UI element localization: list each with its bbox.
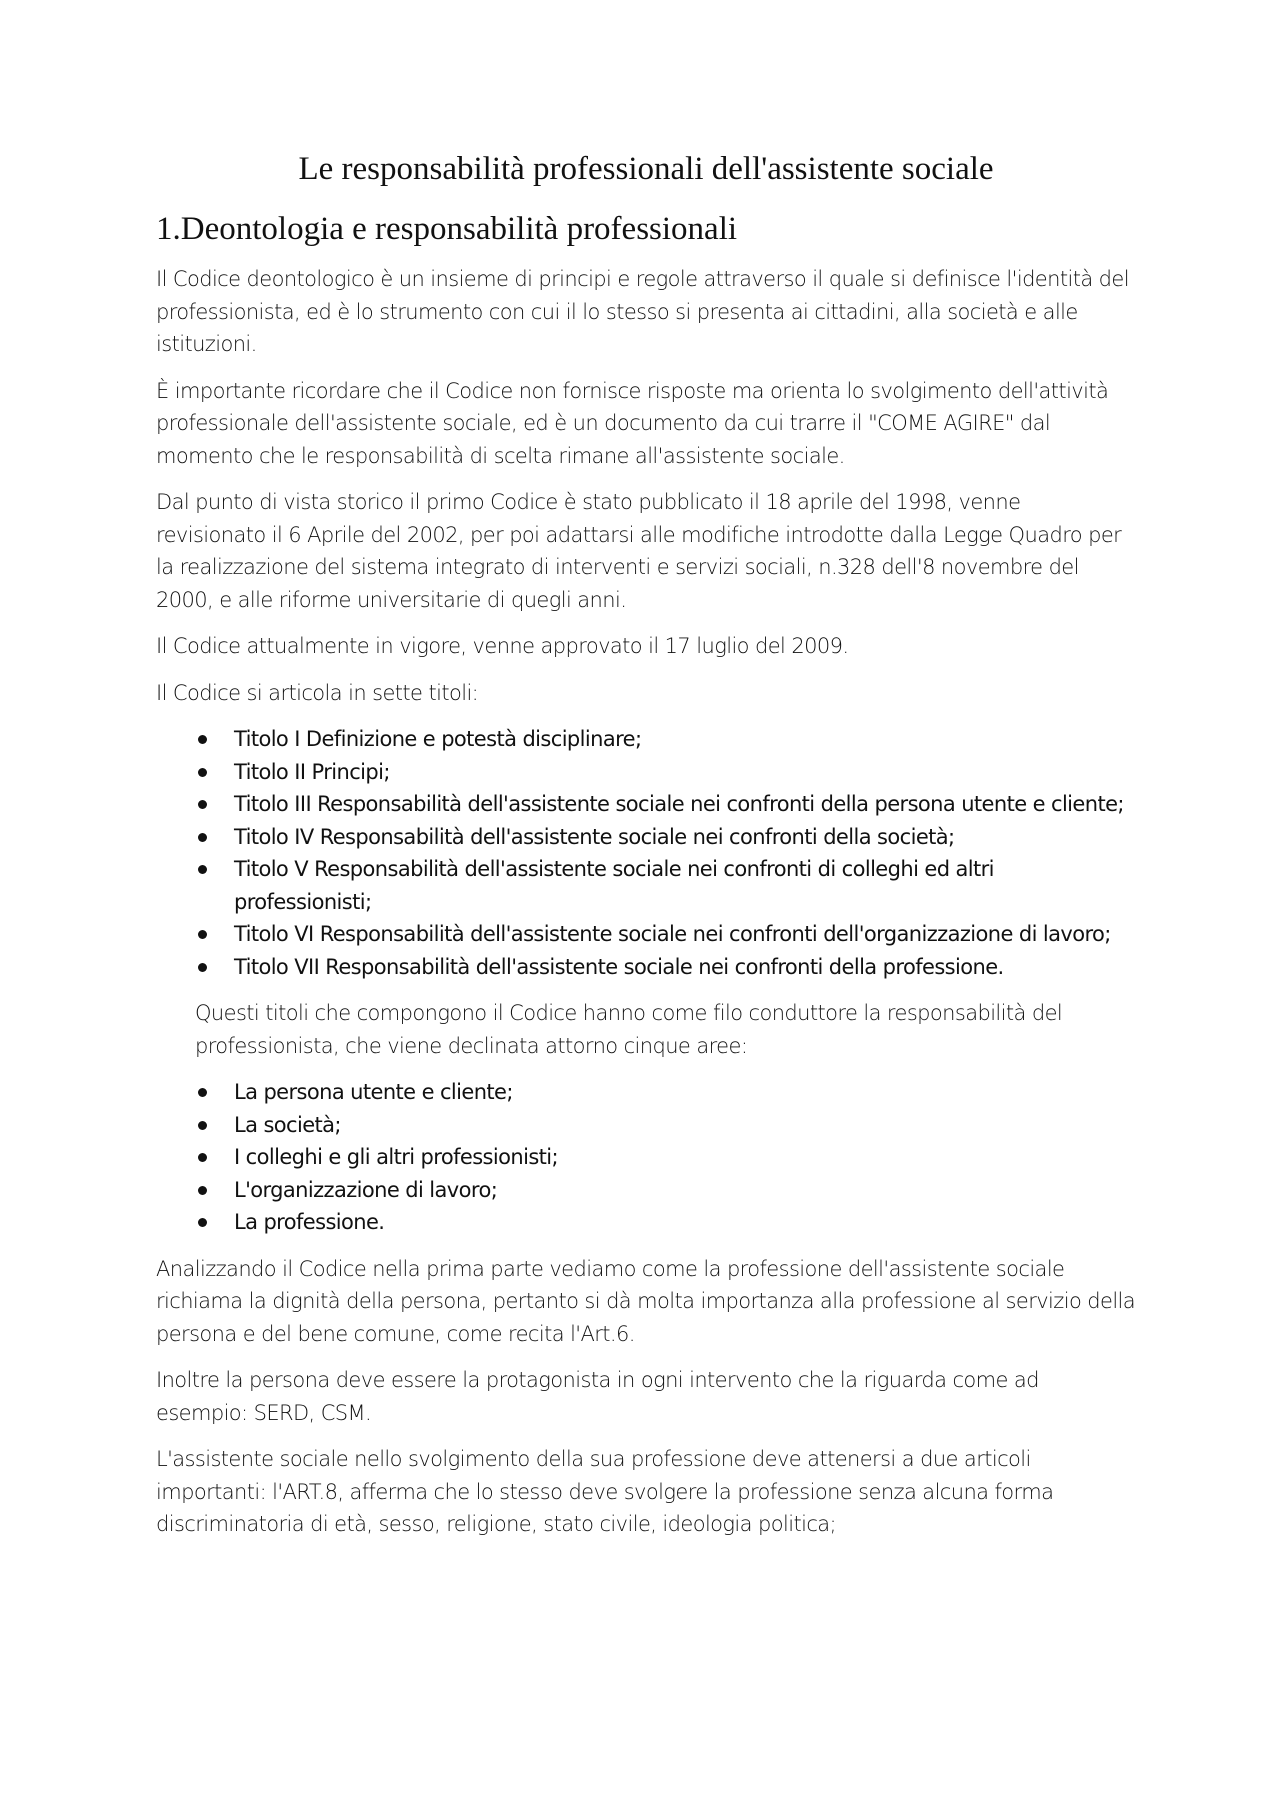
document-page: [156, 150, 1136, 1555]
bullet-icon: [198, 1088, 207, 1097]
list-item-text: Titolo I Definizione e potestà disciplinare;: [234, 727, 642, 752]
bullet-icon: [198, 735, 207, 744]
list-item: [156, 788, 1136, 821]
list-item-text: I colleghi e gli altri professionisti;: [234, 1145, 559, 1170]
paragraph-history: Dal punto di vista storico il primo Codice è stato pubblicato il 18 aprile del 1998, venne revisionato il 6 Aprile del 2002, per poi adattarsi alle modifiche introdotte dalla Legge Quadro per la realizzazione del sistema integrato di interventi e servizi sociali, n.328 dell'8 novembre del 2000, e alle riforme universitarie di quegli anni.: [156, 490, 1122, 612]
paragraph-dignity: Analizzando il Codice nella prima parte vediamo come la professione dell'assistente sociale richiama la dignità della persona, pertanto si dà molta importanza alla professione al servizio della persona e del bene comune, come recita l'Art.6.: [156, 1256, 1136, 1346]
paragraph-five-areas: Questi titoli che compongono il Codice hanno come filo conduttore la responsabilità del professionista, che viene declinata attorno cinque aree:: [195, 1001, 1063, 1058]
bullet-icon: [198, 833, 207, 842]
paragraph-orientation: È importante ricordare che il Codice non fornisce risposte ma orienta lo svolgimento dell'attività professionale dell'assistente sociale, ed è un documento da cui trarre il "COME AGIRE" dal momento che le responsabilità di scelta rimane all'assistente sociale.: [156, 378, 1109, 468]
bullet-icon: [198, 1218, 207, 1227]
document-title: Le responsabilità professionali dell'assistente sociale: [298, 151, 994, 187]
list-item: [156, 1109, 1136, 1142]
paragraph-seven-titles: Il Codice si articola in sette titoli:: [156, 680, 479, 705]
bullet-icon: [198, 930, 207, 939]
list-item: [156, 1174, 1136, 1207]
section-heading: 1.Deontologia e responsabilità professionali: [156, 210, 738, 247]
list-item: [156, 1141, 1136, 1174]
list-item: [156, 821, 1136, 854]
paragraph-definition: Il Codice deontologico è un insieme di principi e regole attraverso il quale si definisce l'identità del professionista, ed è lo strumento con cui il lo stesso si presenta ai cittadini, alla società e alle istituzioni.: [156, 267, 1129, 357]
areas-list: [156, 1076, 1136, 1239]
list-item-text: Titolo II Principi;: [234, 759, 390, 784]
bullet-icon: [198, 1153, 207, 1162]
list-item-text: Titolo VI Responsabilità dell'assistente sociale nei confronti dell'organizzazione di lavoro;: [234, 922, 1111, 947]
list-item: [156, 1076, 1136, 1109]
list-item: [156, 951, 1136, 984]
bullet-icon: [198, 800, 207, 809]
list-item: [156, 853, 1136, 918]
list-item: [156, 918, 1136, 951]
titles-list: [156, 723, 1136, 983]
list-item: [156, 756, 1136, 789]
bullet-icon: [198, 963, 207, 972]
paragraph-articles: L'assistente sociale nello svolgimento della sua professione deve attenersi a due articoli importanti: l'ART.8, afferma che lo stesso deve svolgere la professione senza alcuna forma discriminatoria di età, sesso, religione, stato civile, ideologia politica;: [156, 1447, 1054, 1537]
paragraph-protagonist: Inoltre la persona deve essere la protagonista in ogni intervento che la riguarda come ad esempio: SERD, CSM.: [156, 1368, 1039, 1425]
list-item-text: Titolo IV Responsabilità dell'assistente sociale nei confronti della società;: [234, 824, 955, 849]
list-item: [156, 723, 1136, 756]
list-item-text: La professione.: [234, 1210, 385, 1235]
bullet-icon: [198, 865, 207, 874]
list-item-text: La persona utente e cliente;: [234, 1080, 513, 1105]
list-item-text: La società;: [234, 1112, 341, 1137]
paragraph-current-code: Il Codice attualmente in vigore, venne approvato il 17 luglio del 2009.: [156, 634, 849, 659]
list-item-text: L'organizzazione di lavoro;: [234, 1177, 498, 1202]
bullet-icon: [198, 1121, 207, 1130]
bullet-icon: [198, 1186, 207, 1195]
list-item-text: Titolo VII Responsabilità dell'assistente sociale nei confronti della professione.: [234, 954, 1004, 979]
bullet-icon: [198, 768, 207, 777]
list-item-text: Titolo III Responsabilità dell'assistente sociale nei confronti della persona utente e cliente;: [234, 792, 1124, 817]
list-item: [156, 1206, 1136, 1239]
list-item-text: Titolo V Responsabilità dell'assistente sociale nei confronti di colleghi ed altri professionisti;: [234, 857, 994, 914]
